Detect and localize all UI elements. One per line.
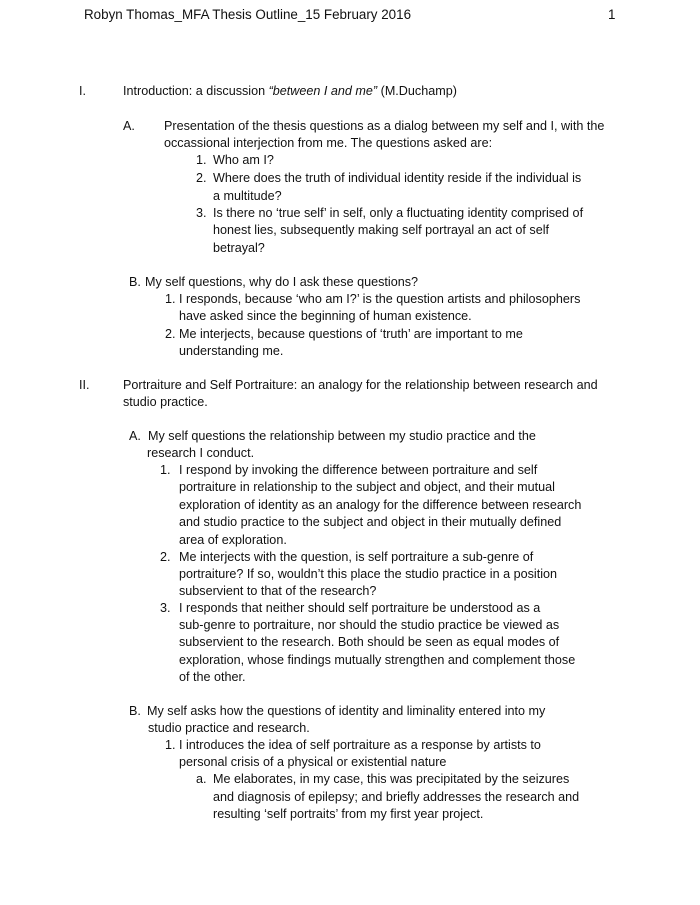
outline-text-line: have asked since the beginning of human existence. <box>179 309 472 323</box>
outline-text-line: I responds that neither should self portraiture be understood as a <box>179 601 541 615</box>
outline-text-line: honest lies, subsequently making self portrayal an act of self <box>213 223 550 237</box>
outline-marker: a. <box>196 772 207 786</box>
outline-text-line: subservient to the research. Both should be seen as equal modes of <box>179 635 560 649</box>
outline-text-line: My self asks how the questions of identity and liminality entered into my <box>147 704 546 718</box>
title-part: (M.Duchamp) <box>377 84 457 98</box>
outline-marker: 2. <box>165 327 176 341</box>
outline-text-line: Where does the truth of individual identity reside if the individual is <box>213 171 582 185</box>
section-title <box>123 83 457 99</box>
outline-text-line: Me interjects, because questions of ‘truth’ are important to me <box>179 327 523 341</box>
outline-text-line: subservient to that of the research? <box>179 584 377 598</box>
outline-text-line: Portraiture and Self Portraiture: an analogy for the relationship between research and <box>123 378 598 392</box>
outline-text-line: and studio practice to the subject and object in their mutually defined <box>179 515 562 529</box>
outline-marker: B. <box>129 275 141 289</box>
outline-text-line: I respond by invoking the difference between portraiture and self <box>179 463 538 477</box>
outline-marker: 3. <box>196 206 207 220</box>
title-part: Introduction: a discussion <box>123 84 269 98</box>
outline-marker: 1. <box>160 463 171 477</box>
outline-text-line: My self questions, why do I ask these questions? <box>145 275 419 289</box>
page-number: 1 <box>608 7 616 22</box>
outline-text-line: betrayal? <box>213 241 265 255</box>
document-header-title: Robyn Thomas_MFA Thesis Outline_15 February 2016 <box>84 7 412 22</box>
section-marker: I. <box>79 84 86 98</box>
outline-text-line: Me elaborates, in my case, this was precipitated by the seizures <box>213 772 570 786</box>
outline-marker: A. <box>129 429 141 443</box>
outline-text-line: area of exploration. <box>179 533 287 547</box>
outline-text-line: My self questions the relationship between my studio practice and the <box>148 429 536 443</box>
outline-text-line: I introduces the idea of self portraiture as a response by artists to <box>179 738 541 752</box>
outline-text-line: portraiture in relationship to the subject and object, and their mutual <box>179 480 555 494</box>
outline-text-line: studio practice and research. <box>148 721 310 735</box>
outline-marker: A. <box>123 119 135 133</box>
outline-text-line: occassional interjection from me. The questions asked are: <box>164 136 493 150</box>
outline-text-line: Me interjects with the question, is self portraiture a sub-genre of <box>179 550 534 564</box>
outline-text-line: and diagnosis of epilepsy; and briefly addresses the research and <box>213 790 580 804</box>
outline-text-line: Presentation of the thesis questions as a dialog between my self and I, with the <box>164 119 605 133</box>
outline-text-line: understanding me. <box>179 344 284 358</box>
outline-text-line: sub-genre to portraiture, nor should the studio practice be viewed as <box>179 618 560 632</box>
outline-text-line: exploration, whose findings mutually strengthen and complement those <box>179 653 576 667</box>
outline-text-line: a multitude? <box>213 189 282 203</box>
outline-text-line: resulting ‘self portraits’ from my first year project. <box>213 807 484 821</box>
outline-marker: 1. <box>165 292 176 306</box>
outline-text-line: Who am I? <box>213 153 274 167</box>
outline-marker: 3. <box>160 601 171 615</box>
outline-marker: 2. <box>196 171 207 185</box>
outline-text-line: studio practice. <box>123 395 208 409</box>
outline-marker: 1. <box>196 153 207 167</box>
outline-text-line: portraiture? If so, wouldn’t this place the studio practice in a position <box>179 567 558 581</box>
outline-text-line: of the other. <box>179 670 246 684</box>
outline-marker: II. <box>79 378 90 392</box>
outline-text-line: exploration of identity as an analogy for the difference between research <box>179 498 582 512</box>
outline-marker: 2. <box>160 550 171 564</box>
outline-marker: 1. <box>165 738 176 752</box>
title-quote: “between I and me” <box>268 84 378 98</box>
outline-text-line: personal crisis of a physical or existential nature <box>179 755 447 769</box>
outline-marker: B. <box>129 704 141 718</box>
outline-text-line: research I conduct. <box>147 446 255 460</box>
outline-text-line: I responds, because ‘who am I?’ is the question artists and philosophers <box>179 292 581 306</box>
outline-text-line: Is there no ‘true self’ in self, only a fluctuating identity comprised of <box>213 206 584 220</box>
